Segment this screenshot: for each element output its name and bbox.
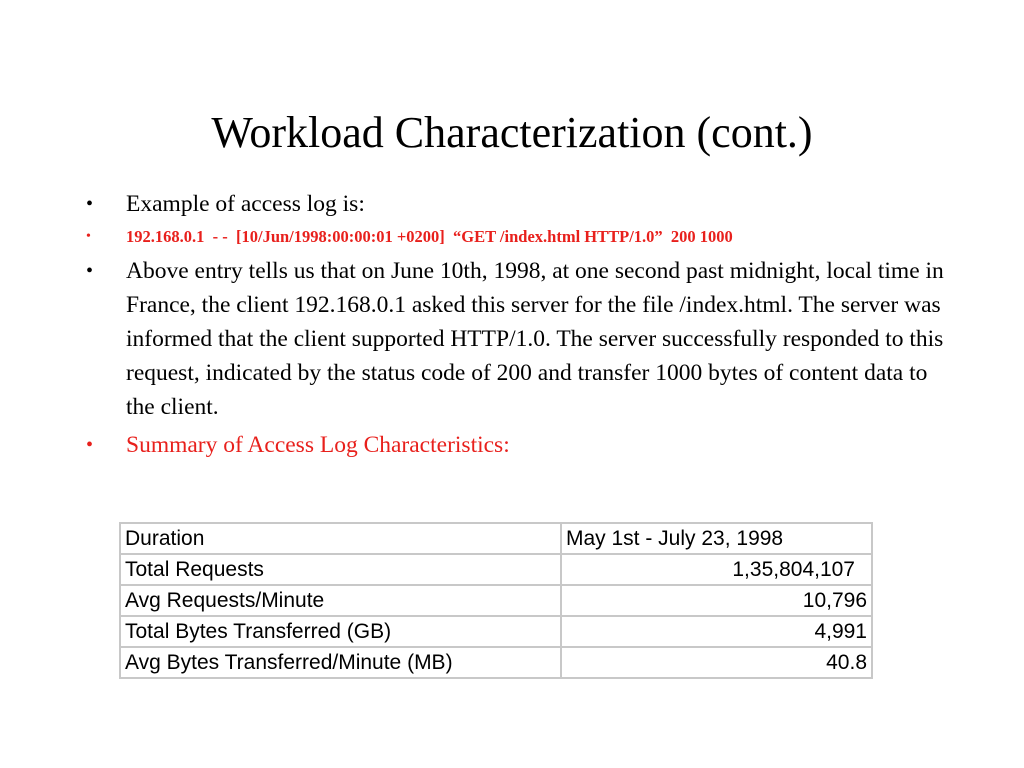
bullet-icon: •: [86, 434, 94, 456]
bullet-access-log-intro: [86, 187, 956, 221]
table-row: [120, 647, 872, 678]
access-log-summary-table: [119, 522, 873, 679]
row-label: Avg Requests/Minute: [120, 585, 561, 616]
bullet-log-example: [86, 225, 956, 249]
row-label: Total Bytes Transferred (GB): [120, 616, 561, 647]
row-value: 40.8: [561, 647, 872, 678]
bullet-list: [86, 187, 956, 466]
summary-heading-text: Summary of Access Log Characteristics:: [126, 432, 510, 458]
row-value: May 1st - July 23, 1998: [561, 523, 872, 554]
log-entry-text: 192.168.0.1 - - [10/Jun/1998:00:00:01 +0200] “GET /index.html HTTP/1.0” 200 1000: [126, 227, 733, 246]
table-row: [120, 523, 872, 554]
row-value: 4,991: [561, 616, 872, 647]
row-label: Total Requests: [120, 554, 561, 585]
row-value: 1,35,804,107: [561, 554, 872, 585]
row-value: 10,796: [561, 585, 872, 616]
bullet-icon: •: [86, 193, 94, 215]
row-label: Duration: [120, 523, 561, 554]
bullet-summary-heading: [86, 428, 956, 462]
table-row: [120, 585, 872, 616]
explanation-text: Above entry tells us that on June 10th, 1998, at one second past midnight, local time in France, the client 192.168.0.1 asked this server for the file /index.html. The server was informed that the client supported HTTP/1.0. The server successfully responded to this request, indicated by the status code of 200 and transfer 1000 bytes of content data to the client.: [126, 258, 944, 420]
row-label: Avg Bytes Transferred/Minute (MB): [120, 647, 561, 678]
bullet-icon: •: [86, 260, 94, 282]
table-row: [120, 554, 872, 585]
bullet-text: Example of access log is:: [126, 191, 365, 217]
bullet-explanation: [86, 254, 956, 424]
slide-title: Workload Characterization (cont.): [211, 108, 813, 157]
bullet-icon: •: [86, 229, 91, 244]
table-row: [120, 616, 872, 647]
